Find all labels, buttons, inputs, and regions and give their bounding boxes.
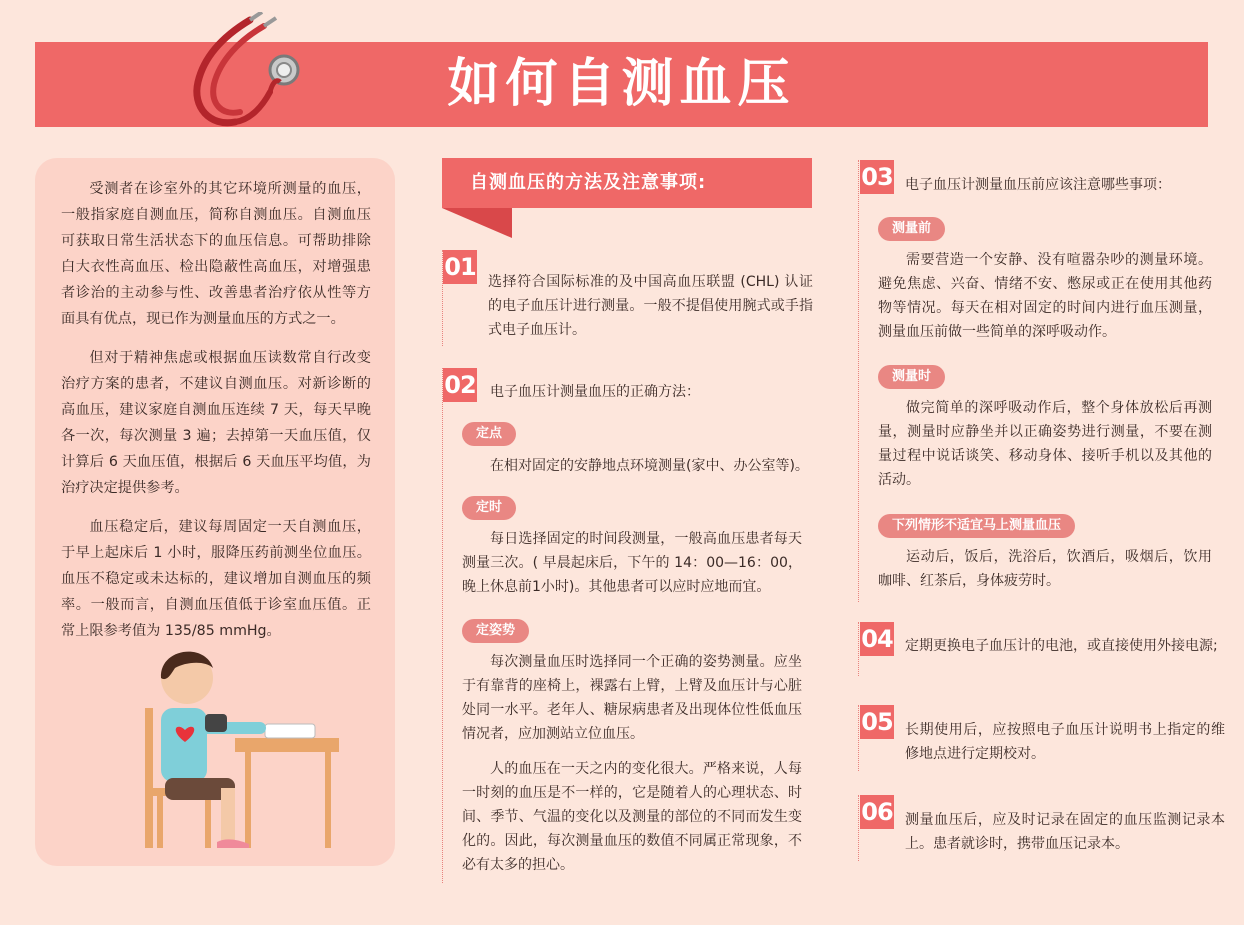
- item-number-04: 04: [860, 622, 894, 656]
- item-text-06: 测量血压后，应及时记录在固定的血压监测记录本上。患者就诊时，携带血压记录本。: [905, 812, 1225, 852]
- tag-celiangqian: 测量前: [878, 217, 945, 241]
- tag-buheyi: 下列情形不适宜马上测量血压: [878, 514, 1075, 538]
- tag-text-dingdian: 在相对固定的安静地点环境测量(家中、办公室等)。: [490, 458, 809, 474]
- tag-dingdian: 定点: [462, 422, 516, 446]
- intro-paragraph-2: 但对于精神焦虑或根据血压读数常自行改变治疗方案的患者，不建议自测血压。对新诊断的高血压，建议家庭自测血压连续 7 天，每天早晚各一次，每次测量 3 遍；去掉第一天血压值，仅计算后 6 天血压值，根据后 6 天血压平均值，为治疗决定提供参考。: [61, 350, 371, 496]
- divider-04: [858, 622, 859, 676]
- item-number-02: 02: [443, 368, 477, 402]
- ribbon-tail: [442, 208, 512, 238]
- item-number-06: 06: [860, 795, 894, 829]
- item-number-05: 05: [860, 705, 894, 739]
- tag-celiangshi: 测量时: [878, 365, 945, 389]
- section-title-ribbon: [442, 158, 812, 208]
- item-text-02: 电子血压计测量血压的正确方法：: [490, 384, 700, 400]
- intro-paragraph-3: 血压稳定后，建议每周固定一天自测血压，于早上起床后 1 小时，服降压药前测坐位血压。血压不稳定或未达标的，建议增加自测血压的频率。一般而言，自测血压值低于诊室血压值。正常上限参考值为 135/85 mmHg。: [61, 519, 371, 639]
- intro-paragraph-1: 受测者在诊室外的其它环境所测量的血压，一般指家庭自测血压，简称自测血压。自测血压可获取日常生活状态下的血压信息。可帮助排除白大衣性高血压、检出隐蔽性高血压，对增强患者诊治的主动参与性、改善患者治疗依从性等方面具有优点，现已作为测量血压的方式之一。: [61, 181, 371, 327]
- person-measuring-illustration: [145, 638, 345, 848]
- tag-text-dingshi: 每日选择固定的时间段测量，一般高血压患者每天测量三次。( 早晨起床后，下午的 14：00—16：00，晚上休息前1小时)。其他患者可以应时应地而宜。: [462, 531, 802, 595]
- divider-02: [442, 368, 443, 883]
- item-text-03: 电子血压计测量血压前应该注意哪些事项：: [905, 177, 1171, 193]
- stethoscope-icon: [180, 12, 310, 137]
- section-title: 自测血压的方法及注意事项:: [470, 172, 707, 193]
- tag-text-variation: 人的血压在一天之内的变化很大。严格来说，人每一时刻的血压是不一样的，它是随着人的心理状态、时间、季节、气温的变化以及测量的部位的不同而发生变化的。因此，每次测量血压的数值不同属正常现象，不必有太多的担心。: [462, 761, 802, 873]
- item-text-01: 选择符合国际标准的及中国高血压联盟 (CHL) 认证的电子血压计进行测量。一般不提倡使用腕式或手指式电子血压计。: [488, 274, 813, 338]
- divider-03: [858, 160, 859, 602]
- intro-card: [35, 158, 395, 866]
- tag-text-celiangqian: 需要营造一个安静、没有喧嚣杂吵的测量环境。避免焦虑、兴奋、情绪不安、憋尿或正在使用其他药物等情况。每天在相对固定的时间内进行血压测量，测量血压前做一些简单的深呼吸动作。: [878, 252, 1212, 340]
- page-title: 如何自测血压: [447, 54, 796, 114]
- divider-06: [858, 795, 859, 861]
- divider-05: [858, 705, 859, 771]
- item-text-05: 长期使用后，应按照电子血压计说明书上指定的维修地点进行定期校对。: [905, 722, 1225, 762]
- tag-dingzishi: 定姿势: [462, 619, 529, 643]
- item-number-01: 01: [443, 250, 477, 284]
- tag-text-buheyi: 运动后，饭后，洗浴后，饮酒后，吸烟后，饮用咖啡、红茶后，身体疲劳时。: [878, 549, 1212, 589]
- tag-text-dingzishi: 每次测量血压时选择同一个正确的姿势测量。应坐于有靠背的座椅上，裸露右上臂，上臂及血压计与心脏处同一水平。老年人、糖尿病患者及出现体位性低血压情况者，应加测站立位血压。: [462, 654, 802, 742]
- tag-text-celiangshi: 做完简单的深呼吸动作后，整个身体放松后再测量，测量时应静坐并以正确姿势进行测量，不要在测量过程中说话谈笑、移动身体、接听手机以及其他的活动。: [878, 400, 1212, 488]
- item-number-03: 03: [860, 160, 894, 194]
- tag-dingshi: 定时: [462, 496, 516, 520]
- item-text-04: 定期更换电子血压计的电池，或直接使用外接电源;: [905, 638, 1218, 654]
